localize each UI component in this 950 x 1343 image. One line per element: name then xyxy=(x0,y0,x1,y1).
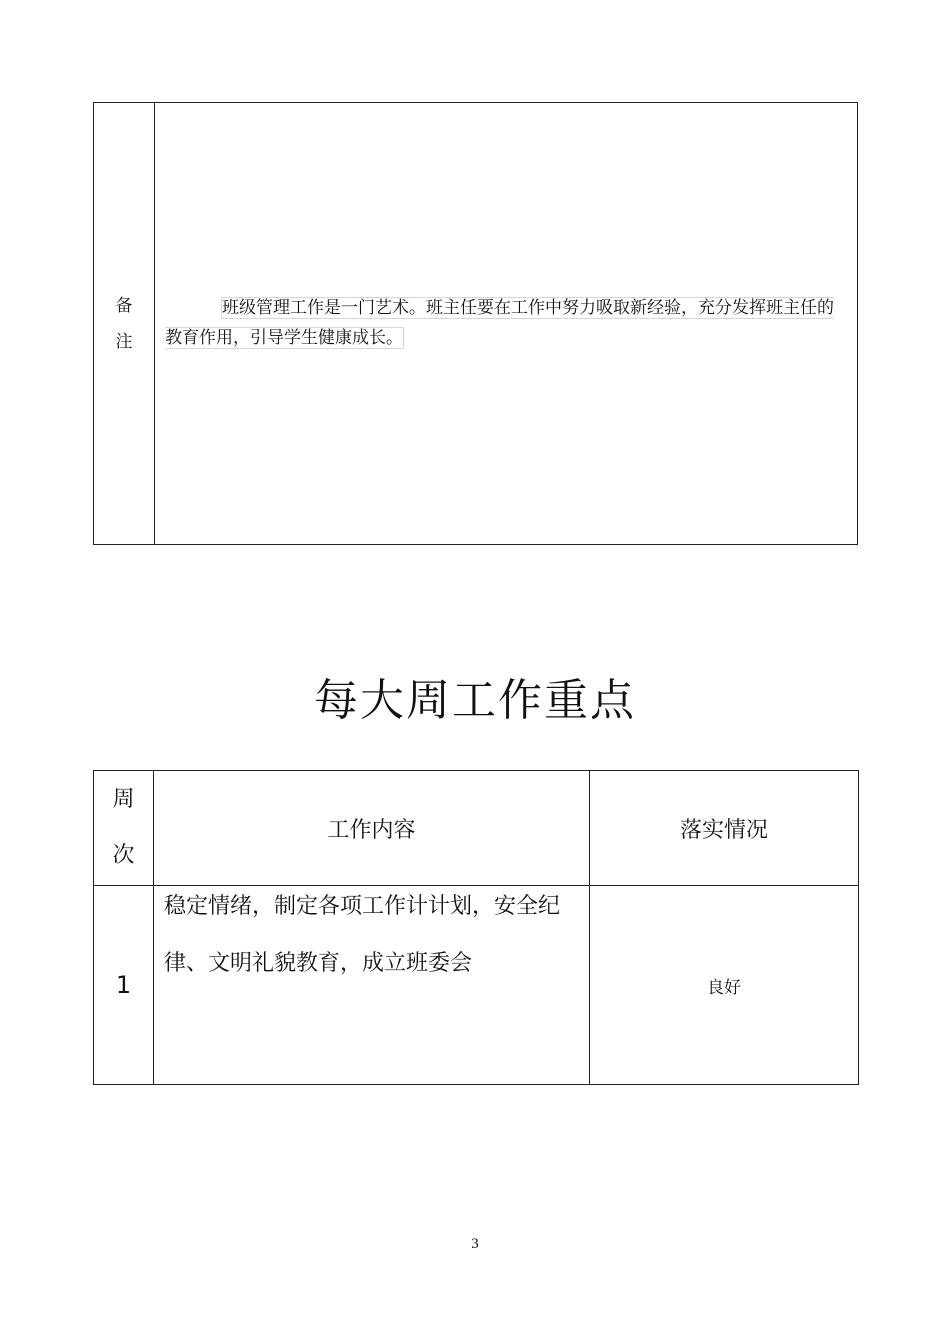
header-week-char: 周 xyxy=(112,787,135,812)
header-status: 落实情况 xyxy=(590,771,859,886)
remarks-text xyxy=(165,293,849,353)
header-row xyxy=(94,771,859,886)
row-content-cell xyxy=(154,886,590,1085)
row-content: 稳定情绪，制定各项工作计计划，安全纪律、文明礼貌教育，成立班委会 xyxy=(164,894,561,976)
remarks-text-span: 班级管理工作是一门艺术。班主任要在工作中努力吸取新经验，充分发挥班主任的教育作用，引导学生健康成长。 xyxy=(165,298,834,348)
remarks-table xyxy=(93,102,858,545)
header-content: 工作内容 xyxy=(154,771,590,886)
row-status: 良好 xyxy=(590,886,859,1085)
header-week xyxy=(94,771,154,886)
remarks-content-cell xyxy=(155,103,858,545)
table-row xyxy=(94,886,859,1085)
remarks-label-char: 备 xyxy=(115,295,133,316)
row-week: 1 xyxy=(94,886,154,1085)
remarks-label-char: 注 xyxy=(115,331,133,352)
header-week-char: 次 xyxy=(112,843,135,868)
page-number: 3 xyxy=(471,1236,479,1252)
section-title: 每大周工作重点 xyxy=(314,675,636,726)
remarks-label xyxy=(94,103,155,545)
weekly-focus-table xyxy=(93,770,859,1085)
